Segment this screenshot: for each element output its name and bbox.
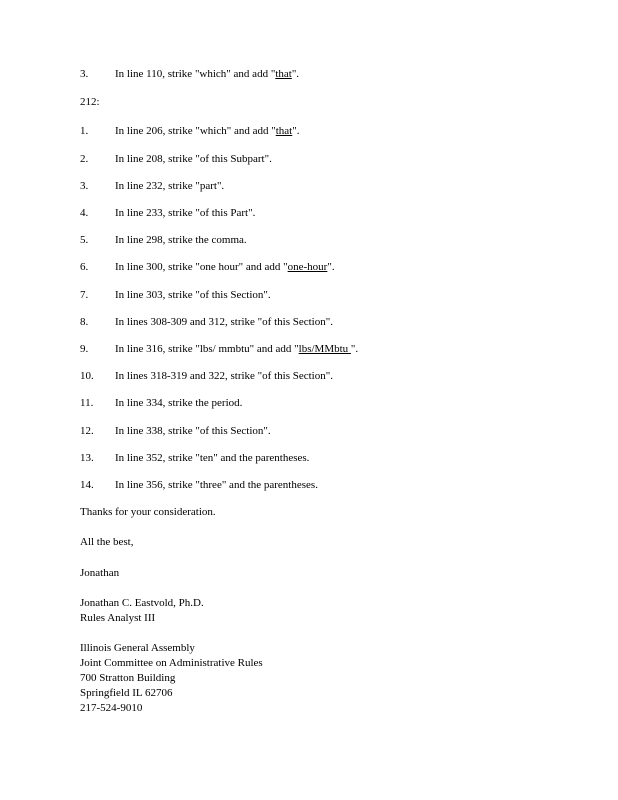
- item-insert: that: [275, 68, 292, 80]
- thanks-line: Thanks for your consideration.: [80, 506, 216, 518]
- item-text: In line 356, strike "three" and the parentheses.: [115, 479, 318, 491]
- item-text-end: ".: [350, 343, 359, 355]
- item-number: 3.: [80, 180, 89, 192]
- item-number: 10.: [80, 370, 94, 382]
- list-item: [80, 288, 271, 302]
- item-number: 6.: [80, 261, 89, 273]
- item-number: 11.: [80, 397, 94, 409]
- item-insert: one-hour: [287, 261, 328, 273]
- list-item: [80, 124, 299, 138]
- signature-org2: Joint Committee on Administrative Rules: [80, 657, 263, 669]
- item-number: 14.: [80, 479, 94, 491]
- item-text: In line 233, strike "of this Part".: [115, 207, 256, 219]
- item-text: In line 300, strike "one hour" and add ": [115, 261, 288, 273]
- signature-address1: 700 Stratton Building: [80, 672, 176, 684]
- list-item: [80, 260, 335, 274]
- list-item: [80, 152, 272, 166]
- item-number: 2.: [80, 153, 89, 165]
- item-text: In line 110, strike "which" and add ": [115, 68, 276, 80]
- item-text: In line 206, strike "which" and add ": [115, 125, 276, 137]
- signature-phone: 217-524-9010: [80, 702, 143, 714]
- section-heading: 212:: [80, 96, 100, 108]
- signature-org1: Illinois General Assembly: [80, 642, 195, 654]
- first-name: Jonathan: [80, 567, 120, 579]
- item-text: In line 298, strike the comma.: [115, 234, 247, 246]
- item-text: In lines 318-319 and 322, strike "of this Section".: [115, 370, 333, 382]
- item-number: 1.: [80, 125, 89, 137]
- regards-line: All the best,: [80, 536, 134, 548]
- item-text: In line 316, strike "lbs/ mmbtu" and add ": [115, 343, 299, 355]
- list-item: [80, 342, 358, 356]
- list-item: [80, 233, 247, 247]
- item-text-end: ".: [291, 68, 300, 80]
- item-text: In line 352, strike "ten" and the parentheses.: [115, 452, 310, 464]
- item-text: In line 232, strike "part".: [115, 180, 225, 192]
- list-item: [80, 67, 299, 81]
- item-number: 3.: [80, 68, 89, 80]
- list-item: [80, 396, 242, 410]
- list-item: [80, 206, 255, 220]
- item-insert: that: [275, 125, 293, 137]
- item-text: In lines 308-309 and 312, strike "of this Section".: [115, 316, 333, 328]
- item-number: 13.: [80, 452, 94, 464]
- item-text-end: ".: [327, 261, 335, 273]
- list-item: [80, 451, 309, 465]
- item-insert: lbs/MMbtu: [298, 343, 351, 355]
- list-item: [80, 478, 318, 492]
- item-text-end: ".: [292, 125, 300, 137]
- item-number: 12.: [80, 425, 94, 437]
- list-item: [80, 315, 333, 329]
- item-number: 9.: [80, 343, 89, 355]
- item-number: 7.: [80, 289, 89, 301]
- item-text: In line 334, strike the period.: [115, 397, 243, 409]
- item-text: In line 303, strike "of this Section".: [115, 289, 271, 301]
- item-text: In line 338, strike "of this Section".: [115, 425, 271, 437]
- list-item: [80, 424, 271, 438]
- item-number: 5.: [80, 234, 89, 246]
- list-item: [80, 369, 333, 383]
- item-number: 4.: [80, 207, 89, 219]
- list-item: [80, 179, 224, 193]
- signature-address2: Springfield IL 62706: [80, 687, 173, 699]
- signature-title: Rules Analyst III: [80, 612, 156, 624]
- signature-name: Jonathan C. Eastvold, Ph.D.: [80, 597, 204, 609]
- item-text: In line 208, strike "of this Subpart".: [115, 153, 272, 165]
- item-number: 8.: [80, 316, 89, 328]
